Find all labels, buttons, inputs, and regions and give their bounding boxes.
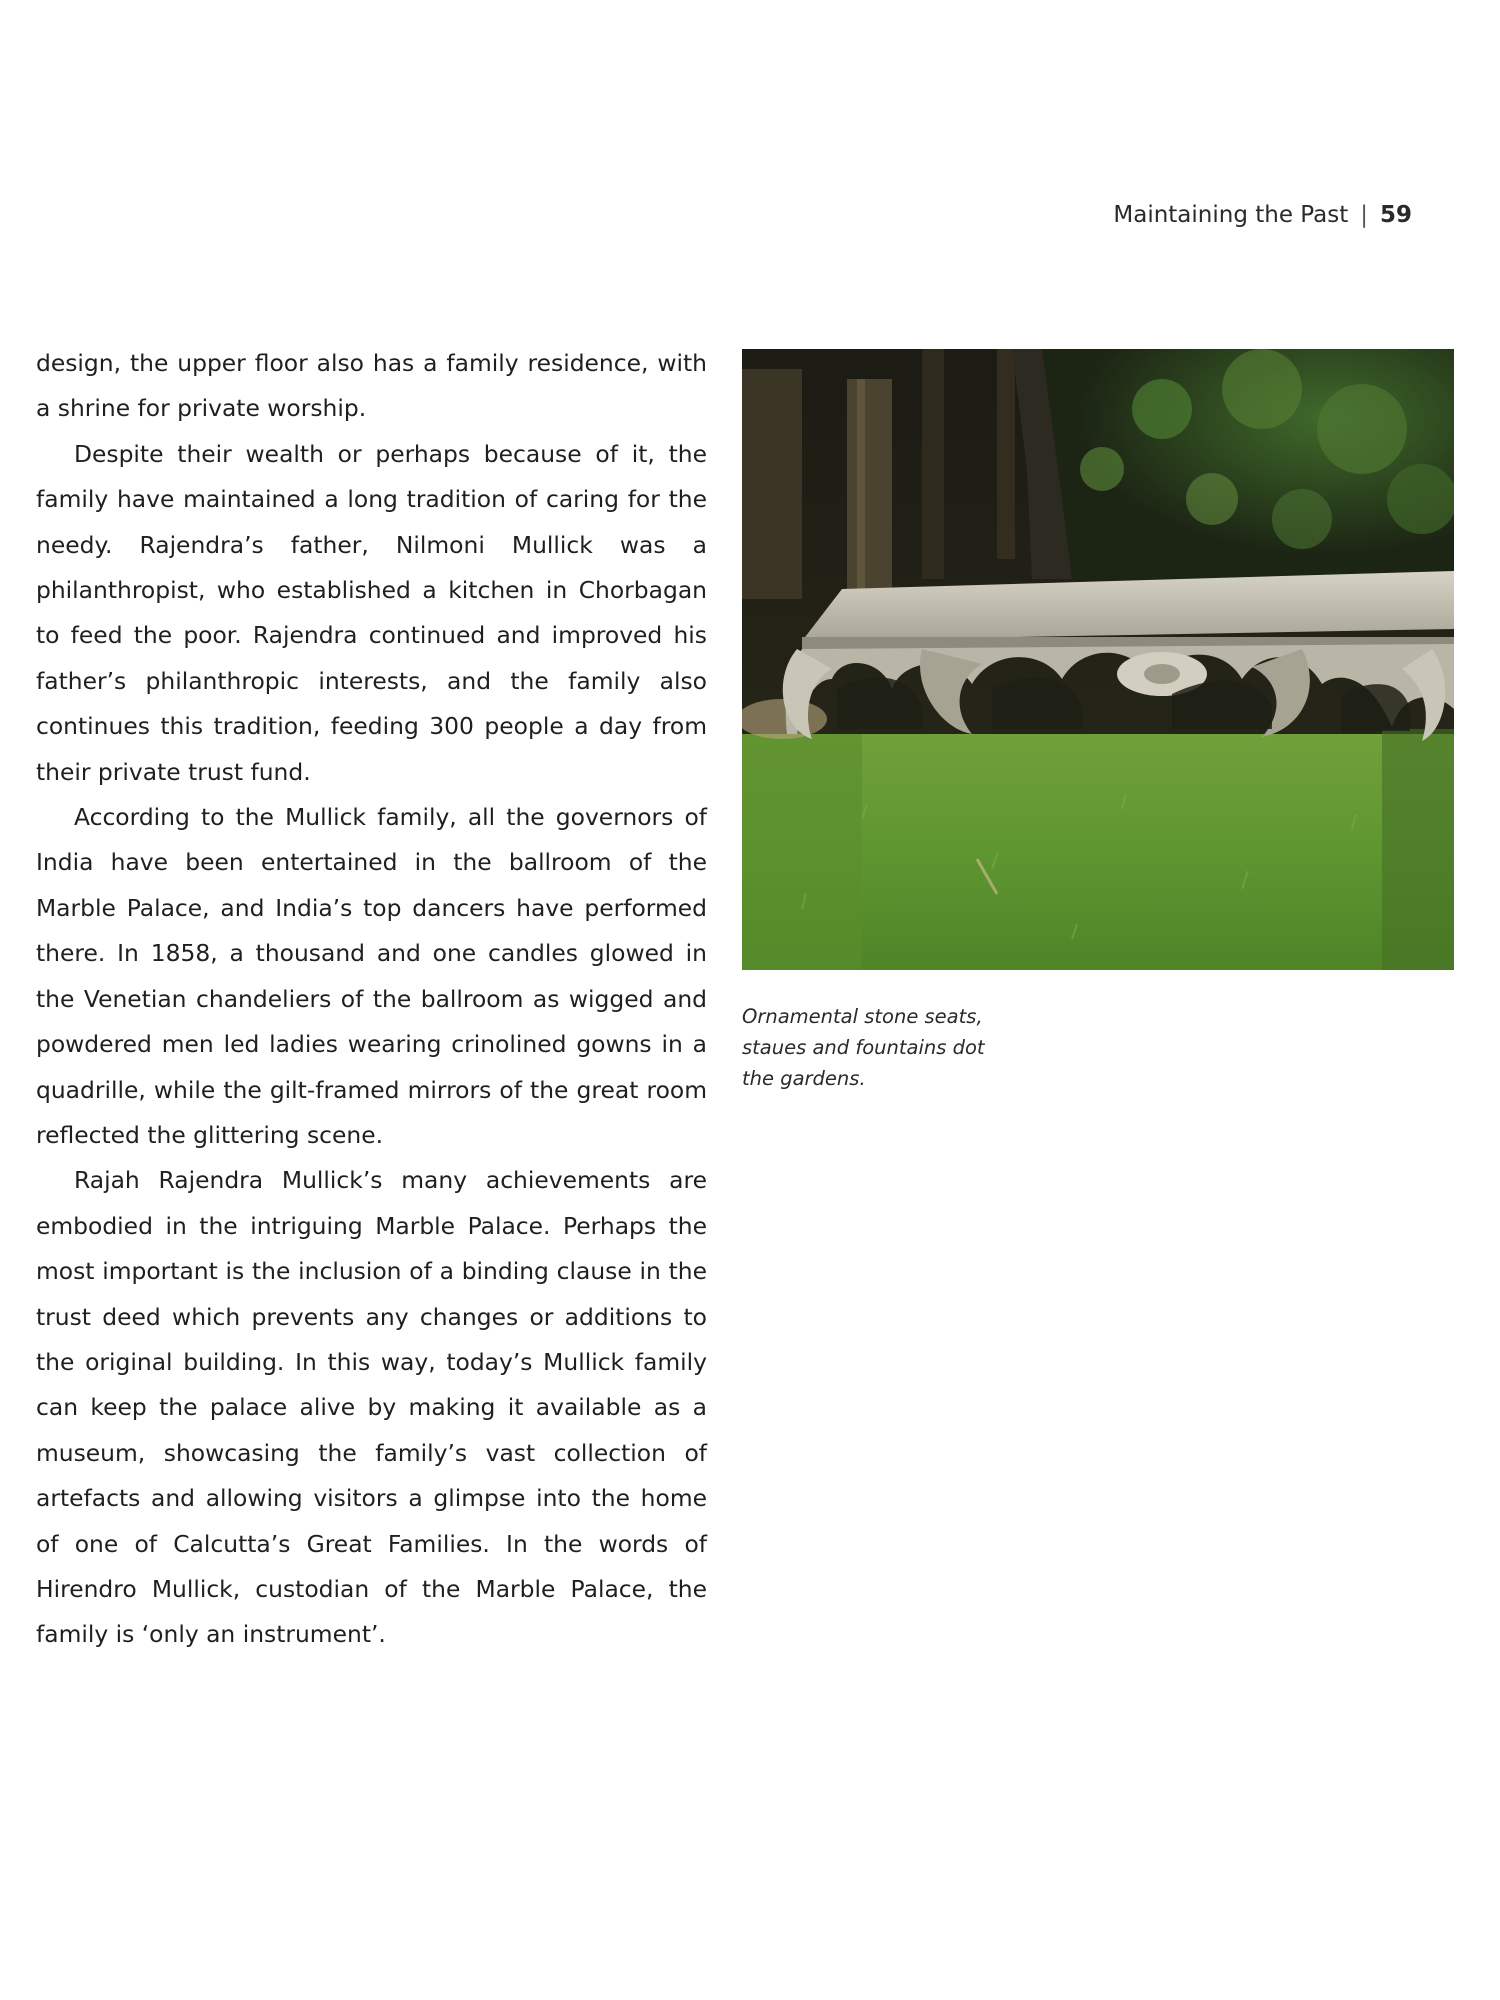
paragraph: Despite their wealth or perhaps because of it, the family have maintained a long tradition of caring for the needy. Rajendra’s father, Nilmoni Mullick was a philanthropist, who established a kitchen in Chorbagan to feed the poor. Rajendra continued and improved his father’s philanthropic interests, and the family also continues this tradition, feeding 300 people a day from their private trust fund. (36, 439, 707, 786)
page-number: 59 (1379, 202, 1412, 228)
figure-caption (742, 1001, 1042, 1094)
paragraph: design, the upper floor also has a family residence, with a shrine for private worship. (36, 349, 707, 423)
paragraph: Rajah Rajendra Mullick’s many achievements are embodied in the intriguing Marble Palace. Perhaps the most important is the inclusion of a binding clause in the trust deed which prevents any changes or additions to the original building. In this way, today’s Mullick family can keep the palace alive by making it available as a museum, showcasing the family’s vast collection of artefacts and allowing visitors a glimpse into the home of one of Calcutta’s Great Families. In the words of Hirendro Mullick, custodian of the Marble Palace, the family is ‘only an instrument’. (36, 1166, 707, 1649)
paragraph: According to the Mullick family, all the governors of India have been entertained in the ballroom of the Marble Palace, and India’s top dancers have performed there. In 1858, a thousand and one candles glowed in the Venetian chandeliers of the ballroom as wigged and powdered men led ladies wearing crinolined gowns in a quadrille, while the gilt-framed mirrors of the great room reflected the glittering scene. (36, 803, 707, 1149)
caption-line: staues and fountains dot (742, 1036, 985, 1059)
caption-line: Ornamental stone seats, (742, 1005, 983, 1028)
garden-bench-photo (742, 349, 1454, 970)
running-header (1113, 199, 1412, 231)
header-separator: | (1360, 202, 1368, 228)
section-title: Maintaining the Past (1113, 202, 1349, 228)
body-text-column (36, 341, 707, 1658)
caption-line: the gardens. (742, 1067, 866, 1090)
